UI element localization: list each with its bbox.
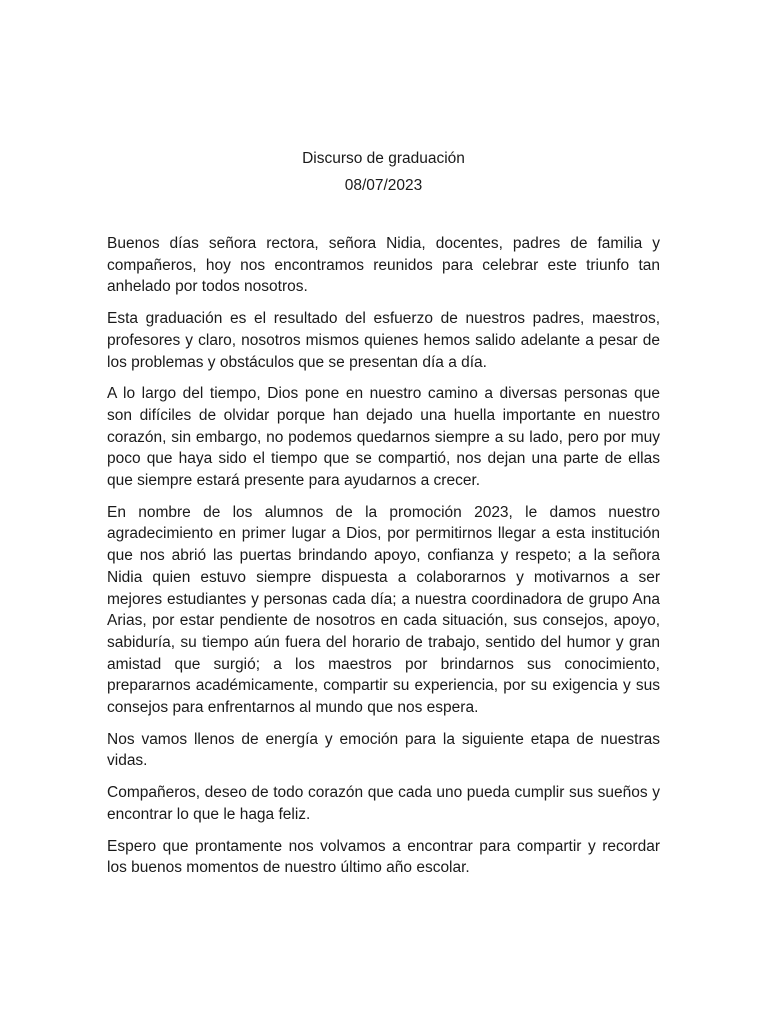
paragraph-wishes: Compañeros, deseo de todo corazón que cada uno pueda cumplir sus sueños y encontrar lo que le haga feliz. [107,784,660,823]
paragraph-greeting: Buenos días señora rectora, señora Nidia, docentes, padres de familia y compañeros, hoy nos encontramos reunidos para celebrar este triunfo tan anhelado por todos nosotros. [107,235,660,296]
paragraph-thanks: En nombre de los alumnos de la promoción 2023, le damos nuestro agradecimiento en primer lugar a Dios, por permitirnos llegar a esta institución que nos abrió las puertas brindando apoyo, confianza y respeto; a la señora Nidia quien estuvo siempre dispuesta a colaborarnos y motivarnos a ser mejores estudiantes y personas cada día; a nuestra coordinadora de grupo Ana Arias, por estar pendiente de nosotros en cada situación, sus consejos, apoyo, sabiduría, su tiempo aún fuera del horario de trabajo, sentido del humor y gran amistad que surgió; a los maestros por brindarnos sus conocimiento, prepararnos académicamente, compartir su experiencia, por su exigencia y sus consejos para enfrentarnos al mundo que nos espera. [107,503,660,717]
document-title: Discurso de graduación [302,150,465,167]
paragraph-farewell: Espero que prontamente nos volvamos a encontrar para compartir y recordar los buenos momentos de nuestro último año escolar. [107,837,660,877]
paragraph-effort: Esta graduación es el resultado del esfuerzo de nuestros padres, maestros, profesores y claro, nosotros mismos quienes hemos salido adelante a pesar de los problemas y obstáculos que se presentan día a día. [107,310,660,371]
paragraph-next-stage: Nos vamos llenos de energía y emoción para la siguiente etapa de nuestras vidas. [107,730,660,770]
document-date: 08/07/2023 [344,177,423,194]
speech-body [107,233,660,879]
paragraph-people: A lo largo del tiempo, Dios pone en nuestro camino a diversas personas que son difíciles de olvidar porque han dejado una huella importante en nuestro corazón, sin embargo, no podemos quedarnos siempre a su lado, pero por muy poco que haya sido el tiempo que se compartió, nos dejan una parte de ellas que siempre estará presente para ayudarnos a crecer. [107,385,660,490]
